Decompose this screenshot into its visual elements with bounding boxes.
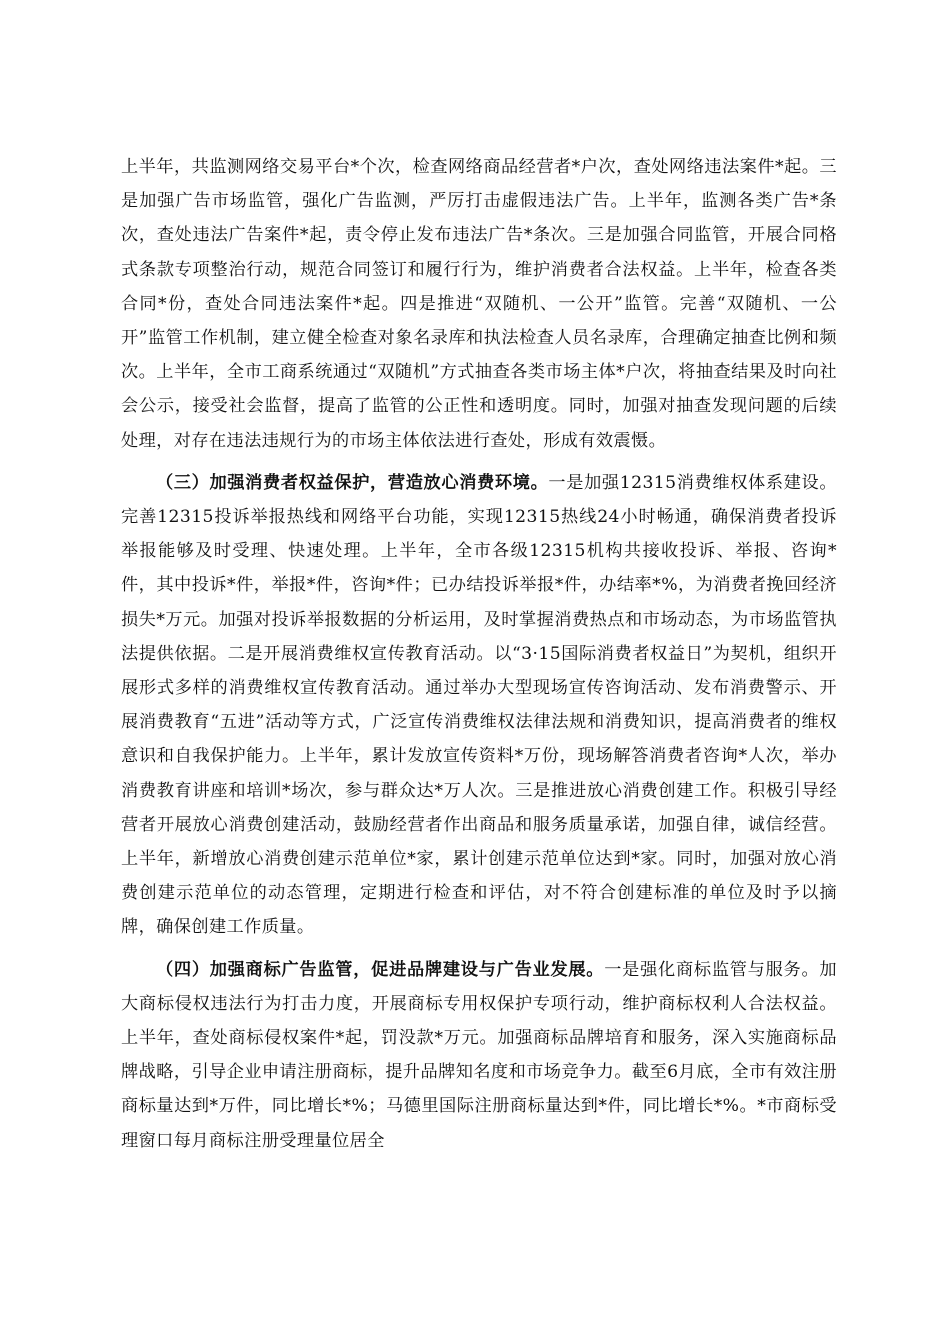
document-body	[121, 150, 837, 1158]
paragraph-continued	[121, 150, 837, 458]
paragraph-trademark-advertising	[121, 953, 837, 1158]
paragraph-text: 一是强化商标监管与服务。加大商标侵权违法行为打击力度，开展商标专用权保护专项行动，维护商标权利人合法权益。上半年，查处商标侵权案件*起，罚没款*万元。加强商标品牌培育和服务，深入实施商标品牌战略，引导企业申请注册商标，提升品牌知名度和市场竞争力。截至6月底，全市有效注册商标量达到*万件，同比增长*%；马德里国际注册商标量达到*件，同比增长*%。*市商标受理窗口每月商标注册受理量位居全	[121, 959, 837, 1151]
paragraph-text: 一是加强12315消费维权体系建设。完善12315投诉举报热线和网络平台功能，实现12315热线24小时畅通，确保消费者投诉举报能够及时受理、快速处理。上半年，全市各级12315机构共接收投诉、举报、咨询*件，其中投诉*件，举报*件，咨询*件；已办结投诉举报*件，办结率*%，为消费者挽回经济损失*万元。加强对投诉举报数据的分析运用，及时掌握消费热点和市场动态，为市场监管执法提供依据。二是开展消费维权宣传教育活动。以“3·15国际消费者权益日”为契机，组织开展形式多样的消费维权宣传教育活动。通过举办大型现场宣传咨询活动、发布消费警示、开展消费教育“五进”活动等方式，广泛宣传消费维权法律法规和消费知识，提高消费者的维权意识和自我保护能力。上半年，累计发放宣传资料*万份，现场解答消费者咨询*人次，举办消费教育讲座和培训*场次，参与群众达*万人次。三是推进放心消费创建工作。积极引导经营者开展放心消费创建活动，鼓励经营者作出商品和服务质量承诺，加强自律，诚信经营。上半年，新增放心消费创建示范单位*家，累计创建示范单位达到*家。同时，加强对放心消费创建示范单位的动态管理，定期进行检查和评估，对不符合创建标准的单位及时予以摘牌，确保创建工作质量。	[121, 472, 837, 938]
section-heading-trademark-advertising: （四）加强商标广告监管，促进品牌建设与广告业发展。	[156, 959, 605, 980]
section-heading-consumer-rights: （三）加强消费者权益保护，营造放心消费环境。	[156, 472, 549, 493]
paragraph-text: 上半年，共监测网络交易平台*个次，检查网络商品经营者*户次，查处网络违法案件*起。三是加强广告市场监管，强化广告监测，严厉打击虚假违法广告。上半年，监测各类广告*条次，查处违法广告案件*起，责令停止发布违法广告*条次。三是加强合同监管，开展合同格式条款专项整治行动，规范合同签订和履行行为，维护消费者合法权益。上半年，检查各类合同*份，查处合同违法案件*起。四是推进“双随机、一公开”监管。完善“双随机、一公开”监管工作机制，建立健全检查对象名录库和执法检查人员名录库，合理确定抽查比例和频次。上半年，全市工商系统通过“双随机”方式抽查各类市场主体*户次，将抽查结果及时向社会公示，接受社会监督，提高了监管的公正性和透明度。同时，加强对抽查发现问题的后续处理，对存在违法违规行为的市场主体依法进行查处，形成有效震慑。	[121, 157, 837, 451]
paragraph-consumer-rights	[121, 466, 837, 945]
